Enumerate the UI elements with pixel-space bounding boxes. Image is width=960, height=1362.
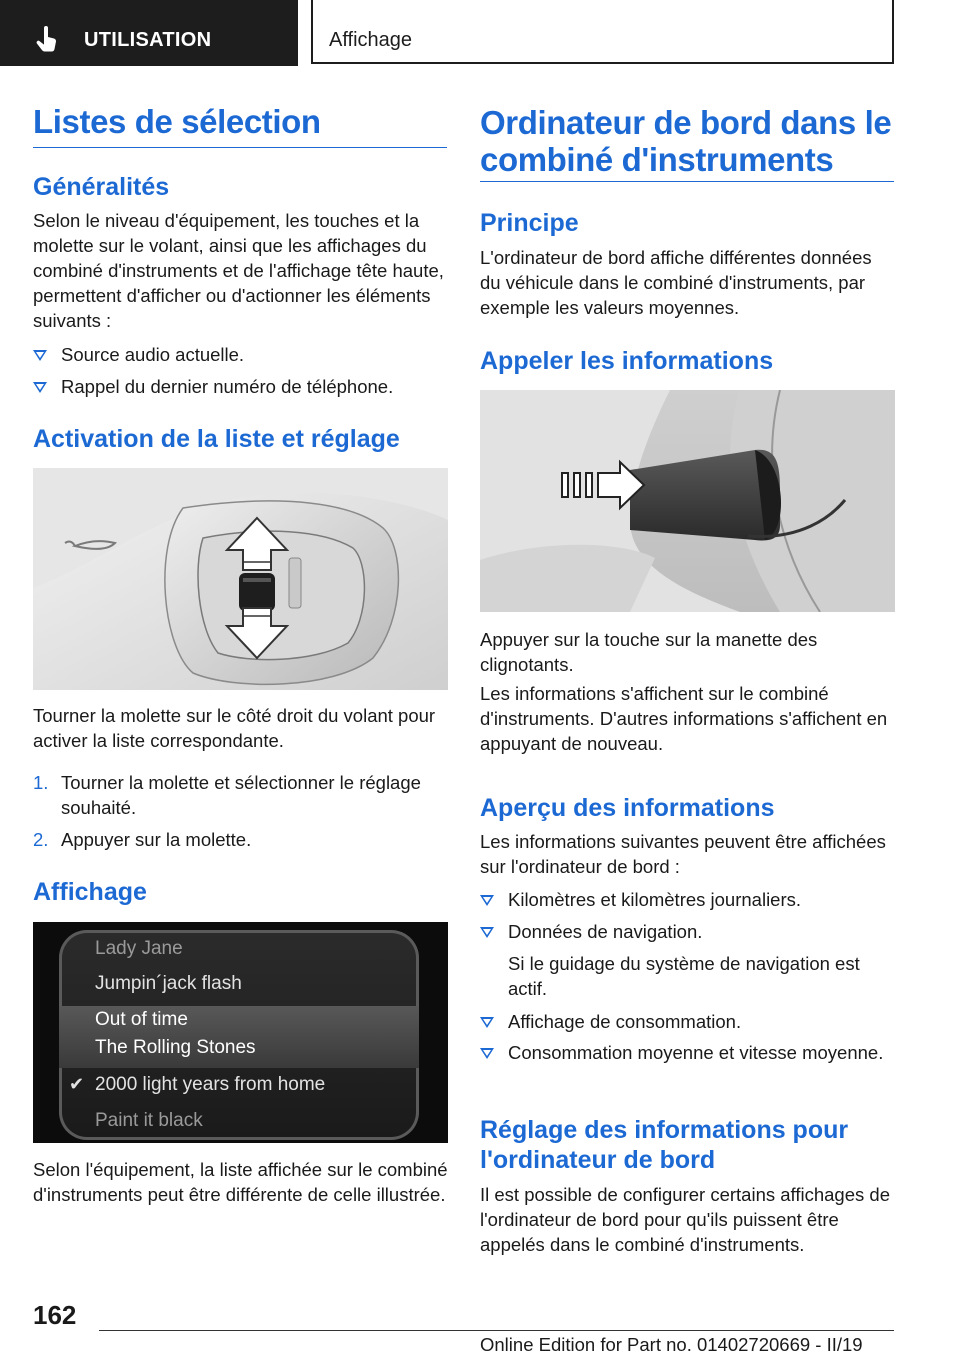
- subheading-general: Généralités: [33, 173, 170, 201]
- subheading-setting: Réglage des informations pour l'ordinateur de bord: [480, 1116, 849, 1174]
- paragraph: Appuyer sur la touche sur la manette des clignotants.: [480, 629, 818, 675]
- section-label: UTILISATION: [84, 29, 212, 51]
- paragraph: L'ordinateur de bord affiche différentes données du véhicule dans le combiné d'instruments, par exemple les valeurs moyennes.: [480, 247, 872, 318]
- chapter-tab[interactable]: [311, 0, 894, 64]
- steering-wheel-illustration: [33, 468, 448, 690]
- section-heading: Ordinateur de bord dans le combiné d'instruments: [480, 104, 892, 178]
- paragraph: Selon le niveau d'équipement, les touches et la molette sur le volant, ainsi que les affichages du combiné d'instruments et de l'affichage tête haute, permettent d'afficher ou d'actionner les éléments suivants :: [33, 210, 444, 331]
- paragraph: Il est possible de configurer certains affichages de l'ordinateur de bord pour qu'ils puissent être appelés dans le combiné d'instruments.: [480, 1184, 890, 1255]
- subheading-call: Appeler les informations: [480, 347, 774, 375]
- section-heading: Listes de sélection: [33, 103, 321, 140]
- list-item: 1. Tourner la molette et sélectionner le réglage souhaité.: [33, 772, 421, 818]
- triangle-bullet-icon: [480, 1048, 494, 1059]
- triangle-bullet-icon: [33, 382, 47, 393]
- list-item: Source audio actuelle.: [33, 342, 449, 367]
- heading-rule: [33, 147, 447, 148]
- subheading-display: Affichage: [33, 878, 147, 906]
- list-item: 2. Appuyer sur la molette.: [33, 829, 252, 850]
- figure-caption: Selon l'équipement, la liste affichée sur le combiné d'instruments peut être différente de celle illustrée.: [33, 1159, 448, 1205]
- triangle-bullet-icon: [480, 1017, 494, 1028]
- list-item: Kilomètres et kilomètres journaliers.: [480, 887, 896, 912]
- subheading-overview: Aperçu des informations: [480, 794, 775, 822]
- paragraph: Tourner la molette sur le côté droit du volant pour activer la liste correspondante.: [33, 705, 436, 751]
- list-item-note: Si le guidage du système de navigation est actif.: [508, 953, 860, 999]
- section-tab[interactable]: [0, 0, 298, 66]
- chapter-title: Affichage: [329, 29, 413, 51]
- heading-rule: [480, 181, 894, 182]
- list-item: Données de navigation.: [480, 919, 896, 944]
- triangle-bullet-icon: [480, 927, 494, 938]
- page-number: 162: [33, 1300, 77, 1330]
- subheading-activation: Activation de la liste et réglage: [33, 425, 400, 453]
- list-item: Affichage de consommation.: [480, 1009, 896, 1034]
- paragraph: Les informations suivantes peuvent être affichées sur l'ordinateur de bord :: [480, 831, 886, 877]
- turn-signal-stalk-illustration: [480, 390, 895, 612]
- check-icon: ✔: [69, 1074, 85, 1094]
- list-item: Rappel du dernier numéro de téléphone.: [33, 374, 449, 399]
- triangle-bullet-icon: [33, 350, 47, 361]
- triangle-bullet-icon: [480, 895, 494, 906]
- edition-note: Online Edition for Part no. 01402720669 - II/19: [480, 1334, 863, 1355]
- instrument-cluster-list: Lady Jane Jumpin´jack flash Out of time The Rolling Stones ✔ 2000 light years from home Paint it black: [33, 922, 448, 1143]
- hand-pointer-icon: [36, 26, 58, 52]
- subheading-principle: Principe: [480, 209, 579, 237]
- footer-rule: [99, 1330, 894, 1331]
- list-item: Consommation moyenne et vitesse moyenne.: [480, 1040, 896, 1065]
- paragraph: Les informations s'affichent sur le combiné d'instruments. D'autres informations s'affichent en appuyant de nouveau.: [480, 683, 888, 754]
